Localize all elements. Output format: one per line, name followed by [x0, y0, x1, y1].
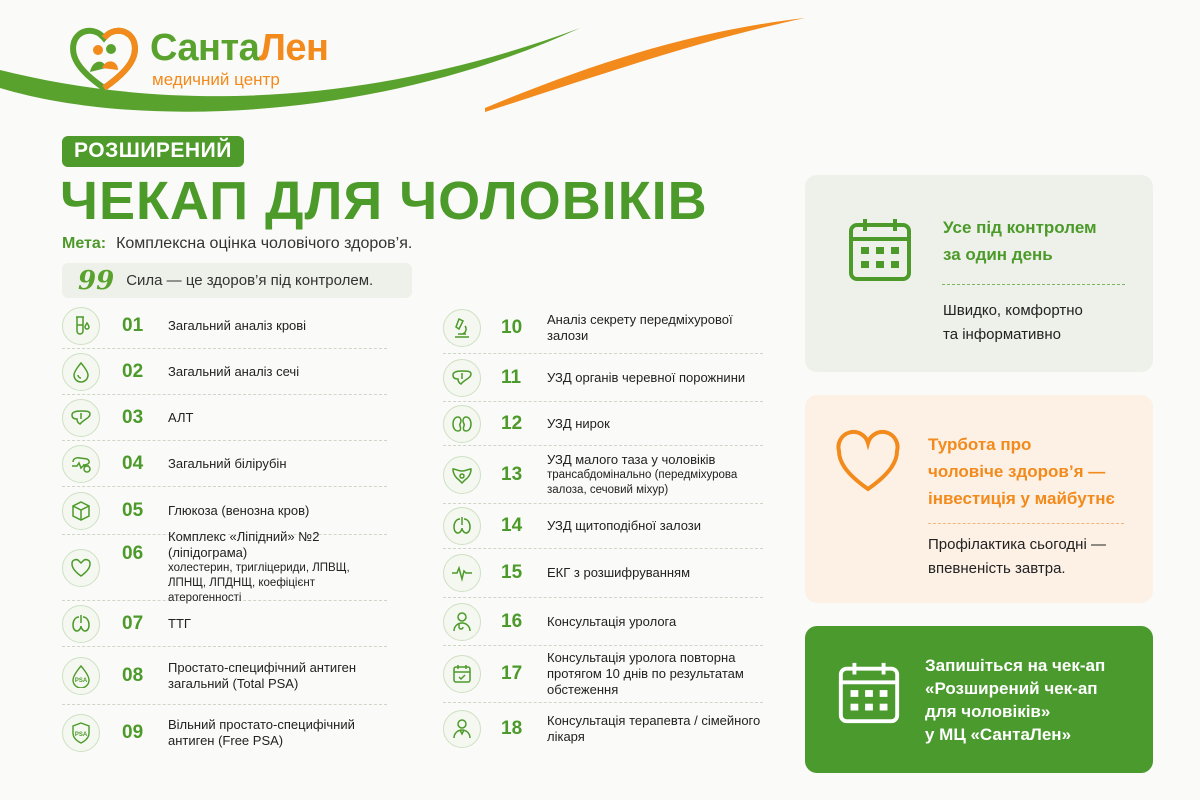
test-tube-icon — [62, 307, 100, 345]
cube-icon — [62, 492, 100, 530]
checkup-badge: РОЗШИРЕНИЙ — [62, 136, 244, 167]
drop-icon — [62, 353, 100, 391]
list-item: 07 ТТГ — [62, 601, 387, 647]
list-item: 05 Глюкоза (венозна кров) — [62, 487, 387, 535]
list-item: 16 Консультація уролога — [443, 598, 763, 646]
thyroid-icon — [443, 507, 481, 545]
divider — [928, 523, 1124, 524]
calendar-icon — [835, 659, 903, 727]
signup-text: Запишіться на чек-ап «Розширений чек-ап для чоловіків» у МЦ «СантаЛен» — [925, 656, 1106, 744]
logo-name: СантаЛен — [150, 27, 329, 69]
services-list-left — [62, 303, 387, 761]
logo[interactable] — [68, 22, 329, 94]
calendar-check-icon — [443, 655, 481, 693]
logo-subtitle: медичний центр — [152, 70, 280, 89]
quote-text: Сила — це здоров’я під контролем. — [126, 272, 374, 289]
svg-text:PSA: PSA — [74, 677, 88, 684]
list-item: 10 Аналіз секрету передміхурової залози — [443, 303, 763, 354]
liver-icon — [443, 359, 481, 397]
svg-text:PSA: PSA — [74, 732, 88, 738]
divider — [942, 284, 1125, 285]
card2-title: Турбота про чоловіче здоров’я — інвестиція у майбутнє — [928, 435, 1115, 508]
pelvis-icon — [443, 456, 481, 494]
list-item: 14 УЗД щитоподібної залози — [443, 504, 763, 549]
info-card-care — [805, 395, 1153, 603]
goal-line — [62, 235, 412, 253]
quote-box — [62, 263, 412, 298]
card2-text: Профілактика сьогодні — впевненість завтра. — [928, 536, 1106, 577]
liver-icon — [62, 399, 100, 437]
list-item: 12 УЗД нирок — [443, 402, 763, 446]
list-item: 18 Консультація терапевта / сімейного лікаря — [443, 703, 763, 755]
microscope-icon — [443, 309, 481, 347]
page-title: ЧЕКАП ДЛЯ ЧОЛОВІКІВ — [60, 171, 708, 231]
list-item: 04 Загальний білірубін — [62, 441, 387, 487]
list-item: 17 Консультація уролога повторна протягом 10 днів по результатам обстеження — [443, 646, 763, 703]
info-card-control — [805, 175, 1153, 372]
heart-icon — [62, 549, 100, 587]
list-item: 01 Загальний аналіз крові — [62, 303, 387, 349]
kidneys-icon — [443, 405, 481, 443]
heart-icon — [835, 429, 901, 495]
list-item: 02 Загальний аналіз сечі — [62, 349, 387, 395]
calendar-icon — [845, 215, 915, 285]
goal-label: Мета: — [62, 235, 107, 252]
list-item: PSA 08 Простато-специфічний антиген загальний (Total PSA) — [62, 647, 387, 705]
list-item: 03 АЛТ — [62, 395, 387, 441]
list-item: 06 Комплекс «Ліпідний» №2 (ліпідограма) холестерин, тригліцериди, ЛПВЩ, ЛПНЩ, ЛПДНЩ, коефіцієнт атерогенності — [62, 535, 387, 601]
ecg-icon — [443, 554, 481, 592]
list-item: 15 ЕКГ з розшифруванням — [443, 549, 763, 598]
goal-text: Комплексна оцінка чоловічого здоров’я. — [116, 235, 413, 252]
card1-text: Швидко, комфортно та інформативно — [943, 302, 1083, 343]
organ-pulse-icon — [62, 445, 100, 483]
quote-icon: 99 — [78, 265, 115, 296]
psa-shield-icon — [62, 714, 100, 752]
doctor-icon — [443, 603, 481, 641]
signup-card[interactable] — [805, 626, 1153, 773]
list-item: 11 УЗД органів черевної порожнини — [443, 354, 763, 402]
doctor-icon — [443, 710, 481, 748]
services-list-right — [443, 303, 763, 755]
list-item: PSA 09 Вільний простато-специфічний антиген (Free PSA) — [62, 705, 387, 761]
card1-title: Усе під контролем за один день — [943, 218, 1097, 264]
logo-heart-icon — [68, 22, 140, 94]
thyroid-icon — [62, 605, 100, 643]
list-item: 13 УЗД малого таза у чоловіків трансабдомінально (передміхурова залоза, сечовий міхур) — [443, 446, 763, 504]
psa-drop-icon — [62, 657, 100, 695]
